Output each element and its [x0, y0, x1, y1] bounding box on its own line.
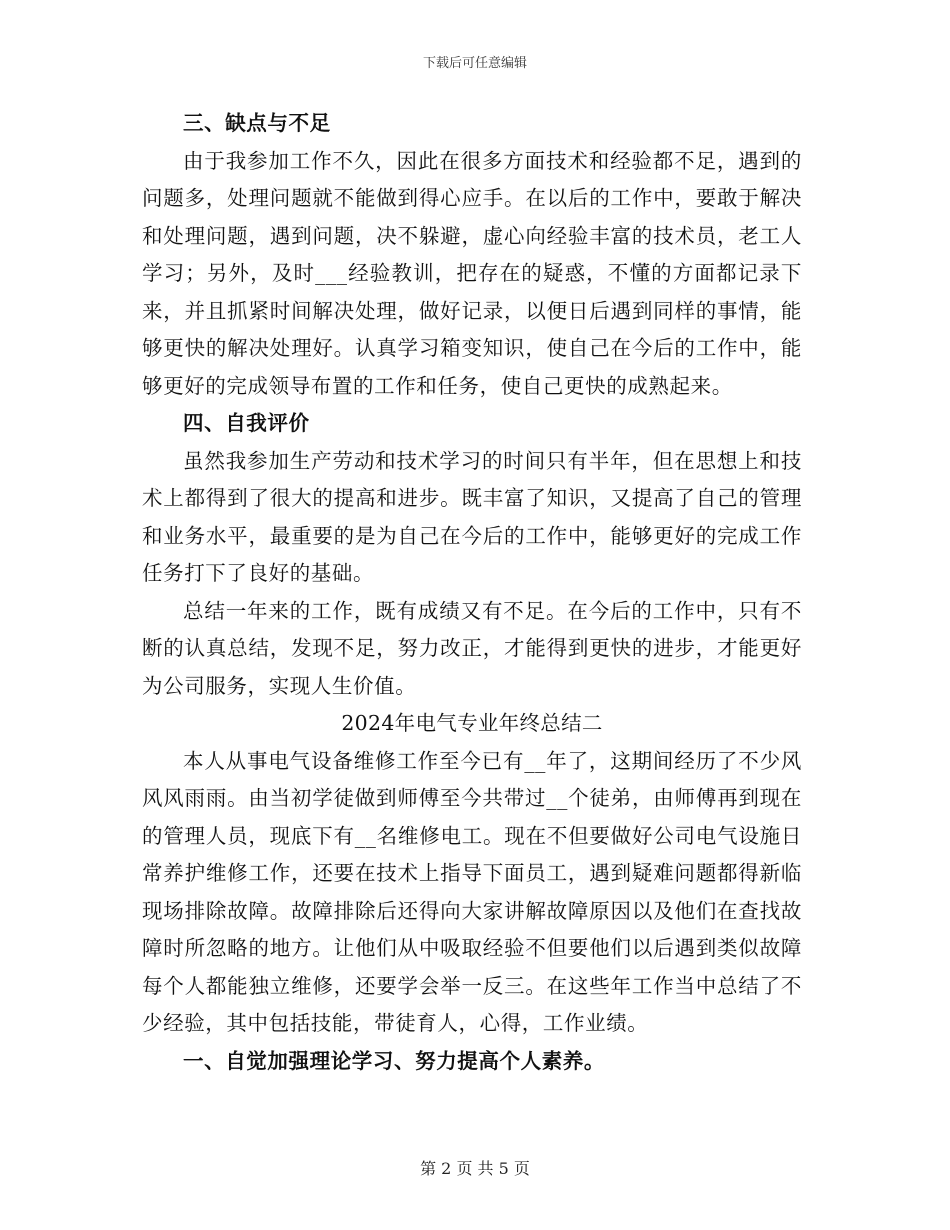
section-heading-self-evaluation: 四、自我评价 [183, 411, 310, 435]
document-title-two: 2024年电气专业年终总结二 [341, 711, 603, 735]
document-body [142, 105, 802, 1080]
page-footer: 第 2 页 共 5 页 [420, 1159, 530, 1178]
paragraph-introduction: 本人从事电气设备维修工作至今已有__年了，这期间经历了不少风风风雨雨。由当初学徒做到师傅至今共带过__个徒弟，由师傅再到现在的管理人员，现底下有__名维修电工。现在不但要做好公司电气设施日常养护维修工作，还要在技术上指导下面员工，遇到疑难问题都得新临现场排除故障。故障排除后还得向大家讲解故障原因以及他们在查找故障时所忽略的地方。让他们从中吸取经验不但要他们以后遇到类似故障每个人都能独立维修，还要学会举一反三。在这些年工作当中总结了不少经验，其中包括技能，带徒育人，心得，工作业绩。 [142, 748, 802, 1035]
section-heading-theory-study: 一、自觉加强理论学习、努力提高个人素养。 [183, 1048, 605, 1073]
paragraph-summary: 总结一年来的工作，既有成绩又有不足。在今后的工作中，只有不断的认真总结，发现不足，努力改正，才能得到更快的进步，才能更好为公司服务，实现人生价值。 [142, 598, 802, 698]
page-header: 下载后可任意编辑 [422, 56, 527, 71]
paragraph-self-evaluation: 虽然我参加生产劳动和技术学习的时间只有半年，但在思想上和技术上都得到了很大的提高和进步。既丰富了知识，又提高了自己的管理和业务水平，最重要的是为自己在今后的工作中，能够更好的完成工作任务打下了良好的基础。 [142, 448, 802, 585]
section-heading-shortcomings: 三、缺点与不足 [183, 111, 331, 135]
paragraph-shortcomings: 由于我参加工作不久，因此在很多方面技术和经验都不足，遇到的问题多，处理问题就不能做到得心应手。在以后的工作中，要敢于解决和处理问题，遇到问题，决不躲避，虚心向经验丰富的技术员，老工人学习；另外，及时___经验教训，把存在的疑惑，不懂的方面都记录下来，并且抓紧时间解决处理，做好记录，以便日后遇到同样的事情，能够更快的解决处理好。认真学习箱变知识，使自己在今后的工作中，能够更好的完成领导布置的工作和任务，使自己更快的成熟起来。 [142, 148, 802, 398]
